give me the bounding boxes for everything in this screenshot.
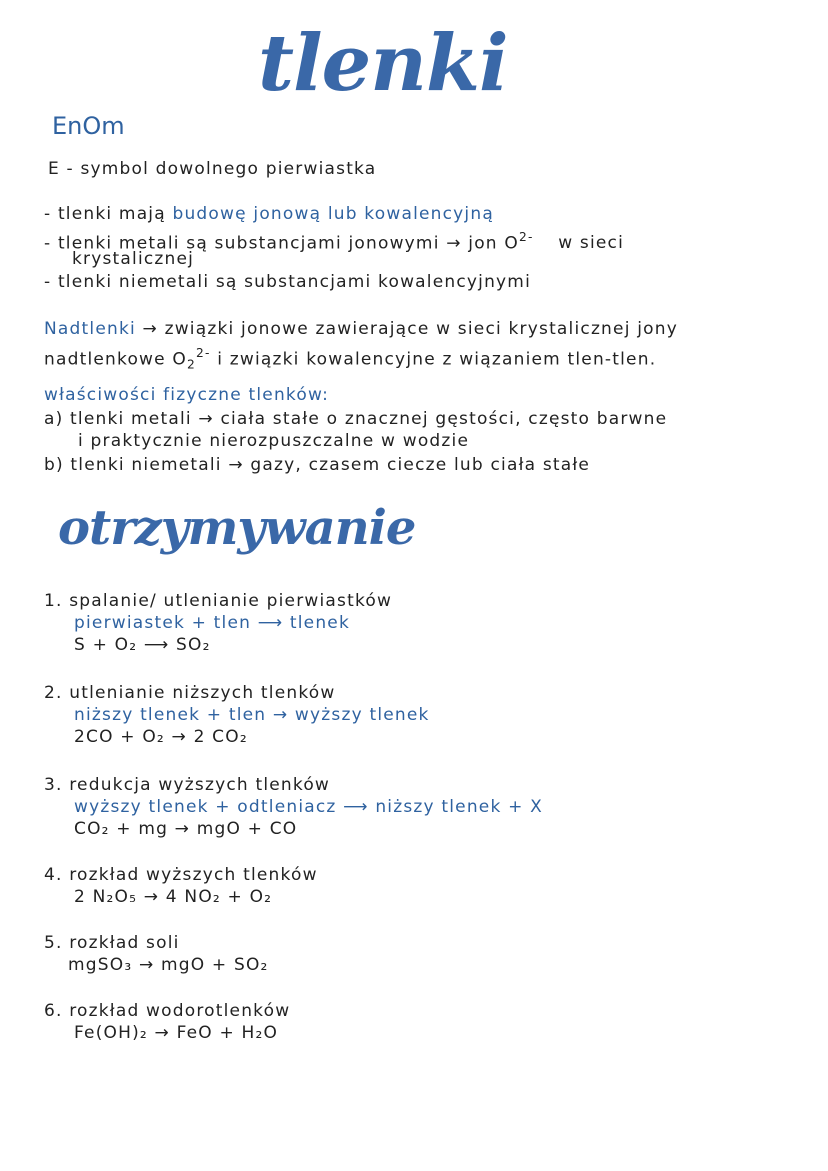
bullet-1-text: - tlenki mają: [44, 204, 166, 224]
bullet-2-continuation: krystalicznej: [72, 249, 195, 269]
bullet-1-highlight: budowę jonową lub kowalencyjną: [172, 204, 494, 224]
method-3-equation: CO₂ + mg → mgO + CO: [74, 819, 298, 839]
properties-b-line: b) tlenki niemetali → gazy, czasem ciecze lub ciała stałe: [44, 455, 591, 475]
peroxides-ion-sup: 2-: [195, 346, 211, 360]
method-6: [44, 1000, 290, 1044]
method-5-equation: mgSO₃ → mgO + SO₂: [68, 955, 269, 975]
method-3-scheme: wyższy tlenek + odtleniacz ⟶ niższy tlenek + X: [74, 797, 544, 817]
bullet-1: [44, 203, 494, 225]
method-2-title: 2. utlenianie niższych tlenków: [44, 683, 336, 703]
peroxides-definition: → związki jonowe zawierające w sieci krystalicznej jony: [142, 319, 678, 339]
properties-heading: właściwości fizyczne tlenków:: [44, 385, 330, 405]
bullet-3: - tlenki niemetali są substancjami kowalencyjnymi: [44, 272, 531, 292]
method-2-scheme: niższy tlenek + tlen → wyższy tlenek: [74, 705, 430, 725]
properties-a-line-2: i praktycznie nierozpuszczalne w wodzie: [78, 431, 470, 451]
peroxides-line-2: [44, 342, 656, 376]
bullet-2-charge: 2-: [518, 230, 534, 244]
method-6-equation: Fe(OH)₂ → FeO + H₂O: [74, 1023, 279, 1043]
page-title: tlenki: [258, 18, 508, 109]
bullet-2-end: w sieci: [558, 233, 625, 254]
method-5: [44, 932, 269, 976]
peroxides-ion-sub: 2: [187, 357, 196, 372]
definition-line: E - symbol dowolnego pierwiastka: [48, 159, 377, 179]
method-1-scheme: pierwiastek + tlen ⟶ tlenek: [74, 613, 351, 633]
method-3: [44, 774, 543, 840]
peroxides-rest: i związki kowalencyjne z wiązaniem tlen-tlen.: [217, 349, 657, 370]
general-formula: EnOm: [52, 112, 125, 140]
properties-a-line-1: a) tlenki metali → ciała stałe o znacznej gęstości, często barwne: [44, 409, 668, 429]
method-2: [44, 682, 430, 748]
peroxides-ion-label: nadtlenkowe O: [44, 349, 187, 370]
method-1-equation: S + O₂ ⟶ SO₂: [74, 635, 211, 655]
method-2-equation: 2CO + O₂ → 2 CO₂: [74, 727, 248, 747]
method-1-title: 1. spalanie/ utlenianie pierwiastków: [44, 591, 393, 611]
method-4-title: 4. rozkład wyższych tlenków: [44, 865, 318, 885]
method-6-title: 6. rozkład wodorotlenków: [44, 1001, 291, 1021]
method-5-title: 5. rozkład soli: [44, 933, 180, 953]
obtaining-title: otrzymywanie: [58, 500, 416, 556]
method-1: [44, 590, 392, 656]
peroxides-line-1: [44, 318, 678, 340]
bullet-2-text: - tlenki metali są substancjami jonowymi → jon O: [44, 233, 519, 254]
method-4-equation: 2 N₂O₅ → 4 NO₂ + O₂: [74, 887, 273, 907]
method-4: [44, 864, 318, 908]
peroxides-label: Nadtlenki: [44, 319, 136, 339]
method-3-title: 3. redukcja wyższych tlenków: [44, 775, 331, 795]
